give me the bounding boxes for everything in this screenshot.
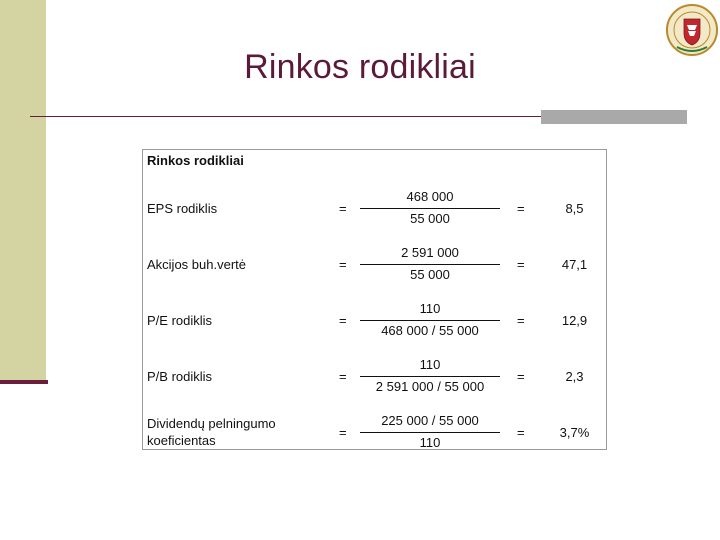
slide-title: Rinkos rodikliai [244,48,476,86]
denominator: 110 [419,435,441,450]
equals-sign: = [517,312,525,328]
fraction [360,292,500,348]
row-label: P/B rodiklis [147,368,213,384]
fraction [360,236,500,292]
row-label: EPS rodiklis [147,200,218,216]
row-label: P/E rodiklis [147,312,213,328]
table-row [143,236,606,292]
numerator: 468 000 [406,189,454,204]
result-value: 12,9 [561,312,588,328]
fraction-bar [360,208,500,209]
denominator: 2 591 000 / 55 000 [375,379,485,394]
table-title: Rinkos rodikliai [147,153,244,168]
equals-sign: = [339,256,347,272]
row-label: Dividendų pelningumo koeficientas [147,416,276,448]
result-value: 2,3 [565,368,584,384]
denominator: 468 000 / 55 000 [381,323,479,338]
result-value: 47,1 [561,256,588,272]
table-row [143,404,606,460]
equals-sign: = [517,368,525,384]
result-value: 8,5 [565,200,584,216]
equals-sign: = [517,256,525,272]
market-ratios-table [142,149,607,450]
result-value: 3,7% [559,424,590,440]
equals-sign: = [517,424,525,440]
fraction-bar [360,320,500,321]
numerator: 225 000 / 55 000 [381,413,479,428]
table-row [143,292,606,348]
fraction-bar [360,432,500,433]
numerator: 110 [419,301,441,316]
equals-sign: = [339,312,347,328]
left-bar-underline [0,380,48,384]
numerator: 110 [419,357,441,372]
equals-sign: = [339,200,347,216]
title-divider [30,116,542,117]
fraction-bar [360,376,500,377]
fraction [360,180,500,236]
equals-sign: = [517,200,525,216]
denominator: 55 000 [410,211,450,226]
divider-accent-block [541,110,687,124]
table-row [143,180,606,236]
fraction [360,404,500,460]
denominator: 55 000 [410,267,450,282]
numerator: 2 591 000 [401,245,459,260]
fraction [360,348,500,404]
fraction-bar [360,264,500,265]
table-row [143,348,606,404]
row-label: Akcijos buh.vertė [147,256,246,272]
equals-sign: = [339,424,347,440]
equals-sign: = [339,368,347,384]
